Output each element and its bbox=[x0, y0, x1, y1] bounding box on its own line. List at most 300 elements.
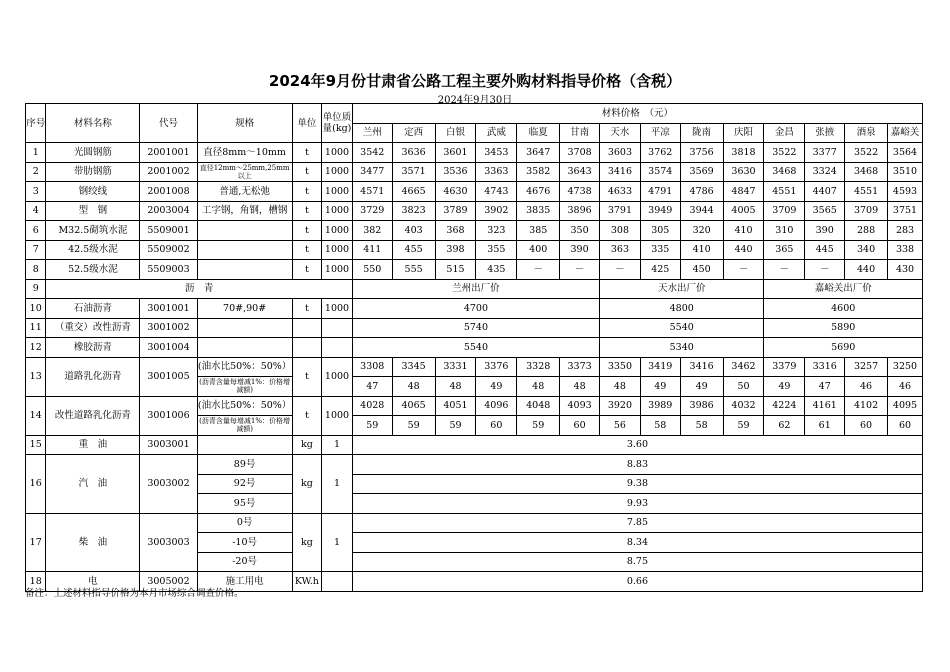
cell-name: 电 bbox=[46, 572, 140, 592]
cell-price: 390 bbox=[560, 240, 600, 260]
cell-seq: 3 bbox=[26, 182, 46, 202]
header-city: 定西 bbox=[392, 123, 435, 143]
cell-name: 42.5级水泥 bbox=[46, 240, 140, 260]
cell-mass: 1000 bbox=[322, 221, 353, 241]
cell-price: 3373 bbox=[560, 357, 600, 377]
cell-price: 3257 bbox=[845, 357, 888, 377]
header-city: 平凉 bbox=[640, 123, 680, 143]
header-city: 武威 bbox=[476, 123, 517, 143]
table-row bbox=[26, 143, 923, 163]
cell-spec-note: (沥青含量每增减1%：价格增减额) bbox=[197, 377, 292, 397]
cell-price: 288 bbox=[845, 221, 888, 241]
header-mass: 单位质量(kg) bbox=[322, 104, 353, 143]
cell-spec: 工字钢，角钢，槽钢 bbox=[197, 201, 292, 221]
cell-price: 5340 bbox=[600, 338, 764, 358]
cell-price: 3751 bbox=[888, 201, 923, 221]
cell-seq: 1 bbox=[26, 143, 46, 163]
cell-price: 308 bbox=[600, 221, 641, 241]
cell-seq: 11 bbox=[26, 318, 46, 338]
cell-price: 3536 bbox=[435, 162, 476, 182]
cell-unit: t bbox=[292, 240, 322, 260]
header-name: 材料名称 bbox=[46, 104, 140, 143]
cell-price: 60 bbox=[845, 416, 888, 436]
cell-unit: t bbox=[292, 299, 322, 319]
cell-seq: 6 bbox=[26, 221, 46, 241]
cell-price: 4593 bbox=[888, 182, 923, 202]
cell-price: 4051 bbox=[435, 396, 476, 416]
cell-name: 重 油 bbox=[46, 435, 140, 455]
table-row bbox=[26, 299, 923, 319]
cell-code: 3001005 bbox=[140, 357, 197, 396]
table-row bbox=[26, 201, 923, 221]
cell-spec: (油水比50%：50%） bbox=[197, 396, 292, 416]
cell-price: 3376 bbox=[476, 357, 517, 377]
cell-price: 3630 bbox=[723, 162, 764, 182]
cell-seq: 2 bbox=[26, 162, 46, 182]
cell-code: 3003001 bbox=[140, 435, 197, 455]
cell-price: 350 bbox=[560, 221, 600, 241]
cell-price: 4700 bbox=[352, 299, 599, 319]
cell-price: 58 bbox=[640, 416, 680, 436]
cell-price: 3989 bbox=[640, 396, 680, 416]
cell-price: 4224 bbox=[764, 396, 805, 416]
cell-price: 3818 bbox=[723, 143, 764, 163]
cell-price: 3729 bbox=[352, 201, 392, 221]
cell-seq: 4 bbox=[26, 201, 46, 221]
cell-mass bbox=[322, 338, 353, 358]
cell-code: 3001006 bbox=[140, 396, 197, 435]
table-row bbox=[26, 357, 923, 377]
cell-price: 4847 bbox=[723, 182, 764, 202]
cell-unit: kg bbox=[292, 435, 322, 455]
cell-name: 道路乳化沥青 bbox=[46, 357, 140, 396]
cell-price: 3902 bbox=[476, 201, 517, 221]
cell-price: 3944 bbox=[680, 201, 723, 221]
cell-seq: 12 bbox=[26, 338, 46, 358]
cell-code: 2001002 bbox=[140, 162, 197, 182]
cell-price: 49 bbox=[764, 377, 805, 397]
page-title: 2024年9月份甘肃省公路工程主要外购材料指导价格（含税） bbox=[268, 72, 682, 90]
cell-price: 4096 bbox=[476, 396, 517, 416]
cell-price: 340 bbox=[845, 240, 888, 260]
cell-price: 403 bbox=[392, 221, 435, 241]
cell-name: M32.5砌筑水泥 bbox=[46, 221, 140, 241]
cell-code: 3003003 bbox=[140, 513, 197, 572]
cell-price: 3762 bbox=[640, 143, 680, 163]
cell-spec bbox=[197, 338, 292, 358]
cell-price: 555 bbox=[392, 260, 435, 280]
header-city: 酒泉 bbox=[845, 123, 888, 143]
cell-price: 5540 bbox=[600, 318, 764, 338]
header-seq: 序号 bbox=[26, 104, 46, 143]
cell-unit bbox=[292, 338, 322, 358]
cell-code: 3003002 bbox=[140, 455, 197, 514]
group-header: 嘉峪关出厂价 bbox=[764, 279, 923, 299]
cell-price: 4407 bbox=[805, 182, 845, 202]
cell-unit: t bbox=[292, 221, 322, 241]
group-header: 天水出厂价 bbox=[600, 279, 764, 299]
cell-price: 4665 bbox=[392, 182, 435, 202]
table-row bbox=[26, 162, 923, 182]
cell-unit: t bbox=[292, 396, 322, 435]
cell-price: 4048 bbox=[517, 396, 560, 416]
cell-price: 4028 bbox=[352, 396, 392, 416]
table-row bbox=[26, 396, 923, 416]
cell-seq: 13 bbox=[26, 357, 46, 396]
cell-unit: t bbox=[292, 201, 322, 221]
table-row bbox=[26, 435, 923, 455]
cell-price: 60 bbox=[476, 416, 517, 436]
table-row bbox=[26, 318, 923, 338]
cell-name: （重交）改性沥青 bbox=[46, 318, 140, 338]
table-row bbox=[26, 221, 923, 241]
cell-price: 335 bbox=[640, 240, 680, 260]
cell-price: 445 bbox=[805, 240, 845, 260]
cell-price: 382 bbox=[352, 221, 392, 241]
table-row bbox=[26, 455, 923, 475]
header-city: 天水 bbox=[600, 123, 641, 143]
cell-price: 363 bbox=[600, 240, 641, 260]
cell-price: 3468 bbox=[764, 162, 805, 182]
cell-price: 3.60 bbox=[352, 435, 922, 455]
cell-spec: 普通,无松弛 bbox=[197, 182, 292, 202]
cell-spec: -10号 bbox=[197, 533, 292, 553]
table-row bbox=[26, 240, 923, 260]
cell-price: 398 bbox=[435, 240, 476, 260]
cell-mass: 1000 bbox=[322, 357, 353, 396]
cell-code: 2003004 bbox=[140, 201, 197, 221]
cell-price: 61 bbox=[805, 416, 845, 436]
cell-price: 3823 bbox=[392, 201, 435, 221]
cell-price: 46 bbox=[845, 377, 888, 397]
cell-price: 4791 bbox=[640, 182, 680, 202]
cell-price: 390 bbox=[805, 221, 845, 241]
table-row bbox=[26, 513, 923, 533]
cell-mass bbox=[322, 318, 353, 338]
cell-price: 3582 bbox=[517, 162, 560, 182]
cell-price: 440 bbox=[723, 240, 764, 260]
cell-code: 2001001 bbox=[140, 143, 197, 163]
header-code: 代号 bbox=[140, 104, 197, 143]
cell-price: 4676 bbox=[517, 182, 560, 202]
cell-name: 石油沥青 bbox=[46, 299, 140, 319]
cell-name: 橡胶沥青 bbox=[46, 338, 140, 358]
cell-mass: 1000 bbox=[322, 182, 353, 202]
cell-price: 3835 bbox=[517, 201, 560, 221]
cell-price: 5740 bbox=[352, 318, 599, 338]
cell-seq: 7 bbox=[26, 240, 46, 260]
cell-price: 550 bbox=[352, 260, 392, 280]
cell-name: 柴 油 bbox=[46, 513, 140, 572]
cell-price: 8.75 bbox=[352, 552, 922, 572]
cell-price: 4093 bbox=[560, 396, 600, 416]
cell-price: 4551 bbox=[764, 182, 805, 202]
cell-price: 59 bbox=[352, 416, 392, 436]
cell-price: 0.66 bbox=[352, 572, 922, 592]
cell-price: － bbox=[723, 260, 764, 280]
cell-price: 4005 bbox=[723, 201, 764, 221]
cell-seq: 16 bbox=[26, 455, 46, 514]
cell-spec: 95号 bbox=[197, 494, 292, 514]
footnote: 备注：上述材料指导价格为本月市场综合调查价格。 bbox=[25, 588, 244, 599]
cell-price: 3316 bbox=[805, 357, 845, 377]
cell-price: 368 bbox=[435, 221, 476, 241]
cell-price: 5540 bbox=[352, 338, 599, 358]
cell-price: 3647 bbox=[517, 143, 560, 163]
cell-price: 440 bbox=[845, 260, 888, 280]
cell-price: 60 bbox=[560, 416, 600, 436]
cell-price: 48 bbox=[517, 377, 560, 397]
cell-spec bbox=[197, 435, 292, 455]
cell-price: 58 bbox=[680, 416, 723, 436]
cell-unit: t bbox=[292, 143, 322, 163]
cell-spec: 70#,90# bbox=[197, 299, 292, 319]
cell-price: 4161 bbox=[805, 396, 845, 416]
cell-price: 3986 bbox=[680, 396, 723, 416]
cell-price: 3569 bbox=[680, 162, 723, 182]
cell-mass: 1 bbox=[322, 513, 353, 572]
cell-price: 56 bbox=[600, 416, 641, 436]
cell-price: 3416 bbox=[680, 357, 723, 377]
cell-price: 7.85 bbox=[352, 513, 922, 533]
cell-unit: t bbox=[292, 357, 322, 396]
cell-price: － bbox=[517, 260, 560, 280]
cell-price: 3636 bbox=[392, 143, 435, 163]
cell-spec: 89号 bbox=[197, 455, 292, 475]
header-city: 嘉峪关 bbox=[888, 123, 923, 143]
cell-name: 钢绞线 bbox=[46, 182, 140, 202]
cell-name: 汽 油 bbox=[46, 455, 140, 514]
cell-price: 3419 bbox=[640, 357, 680, 377]
cell-price: － bbox=[560, 260, 600, 280]
cell-mass: 1000 bbox=[322, 143, 353, 163]
cell-price: 3345 bbox=[392, 357, 435, 377]
cell-price: 3350 bbox=[600, 357, 641, 377]
cell-code: 3005002 bbox=[140, 572, 197, 592]
cell-price: 3709 bbox=[845, 201, 888, 221]
cell-price: 3643 bbox=[560, 162, 600, 182]
cell-mass bbox=[322, 572, 353, 592]
cell-price: 47 bbox=[805, 377, 845, 397]
header-city: 临夏 bbox=[517, 123, 560, 143]
cell-price: 3896 bbox=[560, 201, 600, 221]
cell-price: 3453 bbox=[476, 143, 517, 163]
header-city: 甘南 bbox=[560, 123, 600, 143]
cell-price: 60 bbox=[888, 416, 923, 436]
cell-price: 3756 bbox=[680, 143, 723, 163]
cell-mass: 1000 bbox=[322, 260, 353, 280]
cell-seq: 14 bbox=[26, 396, 46, 435]
cell-price: 410 bbox=[680, 240, 723, 260]
cell-price: 3468 bbox=[845, 162, 888, 182]
cell-mass: 1000 bbox=[322, 162, 353, 182]
cell-price: 3324 bbox=[805, 162, 845, 182]
cell-mass: 1000 bbox=[322, 299, 353, 319]
cell-price: 48 bbox=[435, 377, 476, 397]
cell-price: 365 bbox=[764, 240, 805, 260]
cell-spec: 92号 bbox=[197, 474, 292, 494]
header-price-group: 材料价格 （元） bbox=[352, 104, 922, 124]
cell-unit: t bbox=[292, 260, 322, 280]
cell-price: 4102 bbox=[845, 396, 888, 416]
cell-price: 9.93 bbox=[352, 494, 922, 514]
cell-price: 3542 bbox=[352, 143, 392, 163]
cell-price: 450 bbox=[680, 260, 723, 280]
cell-price: 3574 bbox=[640, 162, 680, 182]
cell-name: 带肋钢筋 bbox=[46, 162, 140, 182]
header-city: 兰州 bbox=[352, 123, 392, 143]
cell-price: 3949 bbox=[640, 201, 680, 221]
cell-spec: 施工用电 bbox=[197, 572, 292, 592]
cell-price: 8.83 bbox=[352, 455, 922, 475]
cell-price: 49 bbox=[680, 377, 723, 397]
cell-price: 4738 bbox=[560, 182, 600, 202]
cell-spec bbox=[197, 240, 292, 260]
cell-price: 4633 bbox=[600, 182, 641, 202]
cell-price: 3377 bbox=[805, 143, 845, 163]
cell-price: 4630 bbox=[435, 182, 476, 202]
cell-name: 光圆钢筋 bbox=[46, 143, 140, 163]
header-city: 陇南 bbox=[680, 123, 723, 143]
cell-spec: 0号 bbox=[197, 513, 292, 533]
cell-seq: 10 bbox=[26, 299, 46, 319]
cell-spec: -20号 bbox=[197, 552, 292, 572]
cell-price: 3379 bbox=[764, 357, 805, 377]
cell-price: 3328 bbox=[517, 357, 560, 377]
cell-price: 4786 bbox=[680, 182, 723, 202]
cell-price: 9.38 bbox=[352, 474, 922, 494]
cell-price: 4600 bbox=[764, 299, 923, 319]
cell-spec: 直径12mm～25mm,25mm以上 bbox=[197, 162, 292, 182]
cell-price: 320 bbox=[680, 221, 723, 241]
cell-price: 3250 bbox=[888, 357, 923, 377]
cell-code: 3001001 bbox=[140, 299, 197, 319]
cell-price: 3308 bbox=[352, 357, 392, 377]
section-label: 沥 青 bbox=[46, 279, 352, 299]
cell-price: 59 bbox=[723, 416, 764, 436]
cell-price: 48 bbox=[392, 377, 435, 397]
cell-price: 59 bbox=[392, 416, 435, 436]
cell-mass: 1 bbox=[322, 455, 353, 514]
cell-seq: 8 bbox=[26, 260, 46, 280]
cell-price: 8.34 bbox=[352, 533, 922, 553]
cell-price: 3789 bbox=[435, 201, 476, 221]
cell-price: 4095 bbox=[888, 396, 923, 416]
cell-price: 48 bbox=[600, 377, 641, 397]
cell-price: 3522 bbox=[845, 143, 888, 163]
cell-price: 4065 bbox=[392, 396, 435, 416]
cell-unit bbox=[292, 318, 322, 338]
cell-seq: 18 bbox=[26, 572, 46, 592]
cell-price: 411 bbox=[352, 240, 392, 260]
report-date: 2024年9月30日 bbox=[437, 95, 513, 106]
cell-price: － bbox=[805, 260, 845, 280]
cell-price: 3363 bbox=[476, 162, 517, 182]
cell-price: 5890 bbox=[764, 318, 923, 338]
table-row bbox=[26, 338, 923, 358]
header-city: 庆阳 bbox=[723, 123, 764, 143]
cell-price: 3416 bbox=[600, 162, 641, 182]
cell-seq: 9 bbox=[26, 279, 46, 299]
cell-price: 48 bbox=[560, 377, 600, 397]
cell-seq: 17 bbox=[26, 513, 46, 572]
cell-code: 3001004 bbox=[140, 338, 197, 358]
cell-spec: (油水比50%：50%） bbox=[197, 357, 292, 377]
cell-price: 3564 bbox=[888, 143, 923, 163]
cell-price: 3477 bbox=[352, 162, 392, 182]
cell-price: 3462 bbox=[723, 357, 764, 377]
cell-price: 49 bbox=[640, 377, 680, 397]
cell-price: 5690 bbox=[764, 338, 923, 358]
cell-code: 5509003 bbox=[140, 260, 197, 280]
cell-price: 4743 bbox=[476, 182, 517, 202]
cell-spec-note: (沥青含量每增减1%：价格增减额) bbox=[197, 416, 292, 436]
cell-name: 52.5级水泥 bbox=[46, 260, 140, 280]
cell-price: 3331 bbox=[435, 357, 476, 377]
cell-price: 3603 bbox=[600, 143, 641, 163]
cell-mass: 1000 bbox=[322, 201, 353, 221]
cell-unit: KW.h bbox=[292, 572, 322, 592]
cell-price: 4551 bbox=[845, 182, 888, 202]
cell-price: 3522 bbox=[764, 143, 805, 163]
cell-spec: 直径8mm～10mm bbox=[197, 143, 292, 163]
cell-mass: 1000 bbox=[322, 240, 353, 260]
cell-price: 47 bbox=[352, 377, 392, 397]
price-table bbox=[25, 103, 923, 592]
cell-code: 5509002 bbox=[140, 240, 197, 260]
cell-price: 4571 bbox=[352, 182, 392, 202]
cell-code: 5509001 bbox=[140, 221, 197, 241]
cell-mass: 1000 bbox=[322, 396, 353, 435]
cell-mass: 1 bbox=[322, 435, 353, 455]
cell-name: 改性道路乳化沥青 bbox=[46, 396, 140, 435]
cell-spec bbox=[197, 221, 292, 241]
cell-price: 3791 bbox=[600, 201, 641, 221]
section-row bbox=[26, 279, 923, 299]
cell-price: 355 bbox=[476, 240, 517, 260]
header-row bbox=[26, 104, 923, 124]
cell-price: 3920 bbox=[600, 396, 641, 416]
cell-price: 455 bbox=[392, 240, 435, 260]
cell-price: 430 bbox=[888, 260, 923, 280]
header-unit: 单位 bbox=[292, 104, 322, 143]
cell-price: 3601 bbox=[435, 143, 476, 163]
cell-code: 2001008 bbox=[140, 182, 197, 202]
cell-unit: kg bbox=[292, 455, 322, 514]
cell-name: 型 钢 bbox=[46, 201, 140, 221]
group-header: 兰州出厂价 bbox=[352, 279, 599, 299]
cell-price: 50 bbox=[723, 377, 764, 397]
cell-price: 4800 bbox=[600, 299, 764, 319]
cell-price: 515 bbox=[435, 260, 476, 280]
cell-price: 59 bbox=[435, 416, 476, 436]
cell-price: 425 bbox=[640, 260, 680, 280]
cell-price: 435 bbox=[476, 260, 517, 280]
cell-code: 3001002 bbox=[140, 318, 197, 338]
cell-unit: kg bbox=[292, 513, 322, 572]
cell-price: 338 bbox=[888, 240, 923, 260]
header-city: 金昌 bbox=[764, 123, 805, 143]
cell-price: 49 bbox=[476, 377, 517, 397]
header-city: 白银 bbox=[435, 123, 476, 143]
cell-price: － bbox=[600, 260, 641, 280]
cell-price: 4032 bbox=[723, 396, 764, 416]
cell-spec bbox=[197, 260, 292, 280]
cell-price: 305 bbox=[640, 221, 680, 241]
cell-price: 3565 bbox=[805, 201, 845, 221]
table-row bbox=[26, 260, 923, 280]
cell-price: 400 bbox=[517, 240, 560, 260]
